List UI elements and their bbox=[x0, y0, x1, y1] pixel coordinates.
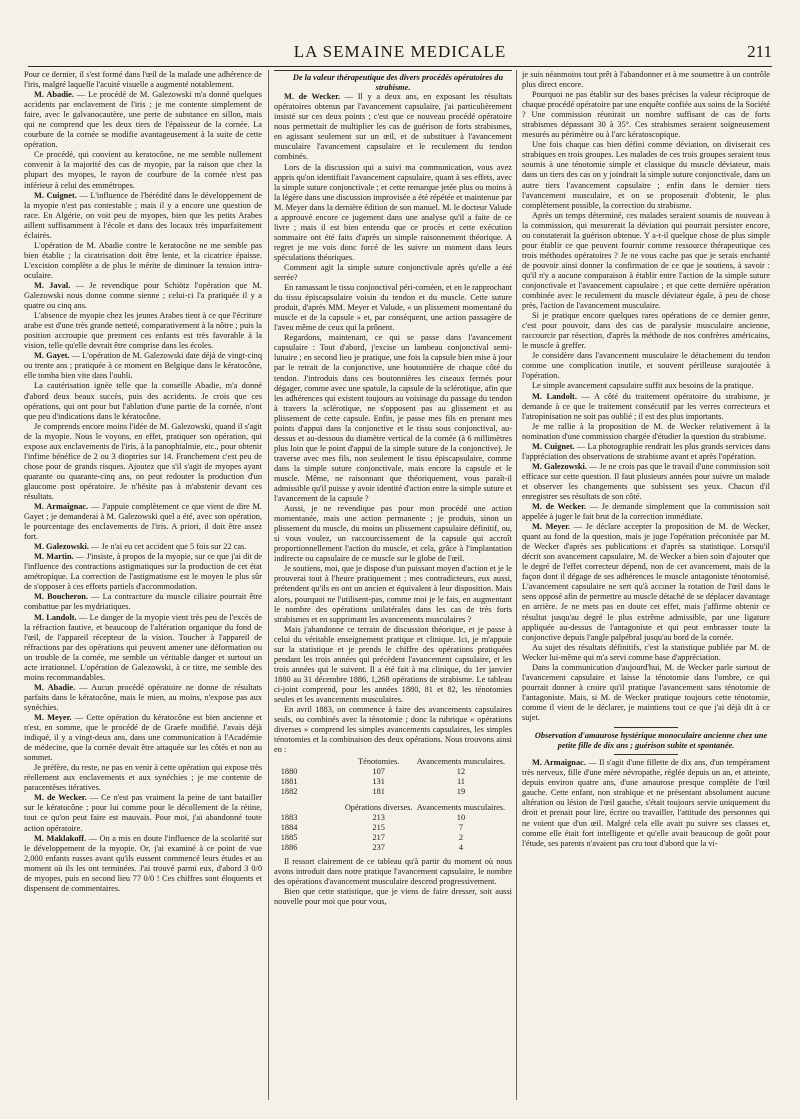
paragraph bbox=[24, 542, 262, 552]
speaker-name: M. Abadie. bbox=[34, 90, 74, 100]
paragraph-text: je suis néanmoins tout prêt à l'abandonner et à me soumettre à un contrôle plus direct encore. bbox=[522, 70, 770, 90]
paragraph bbox=[522, 351, 770, 381]
speaker-name: M. Boucheron. bbox=[34, 592, 88, 602]
year-cell: 1884 bbox=[280, 823, 298, 833]
paragraph-text: — Le danger de la myopie vient très peu de l'excès de la réfraction fautive, et beaucoup de l'altération organique du fond de l'œil, de l'appareil récepteur de la vision. Toucher à l'appareil de réfractions par des opérations qui peuvent amener une déformation ou un trouble de la cornée, me semble un véritable danger et surtout un acte irrationnel. L'opération de Galezowski, à ce titre, me semble des moins recommandables. bbox=[24, 612, 262, 682]
count-cell: 4 bbox=[458, 843, 464, 853]
page-number: 211 bbox=[747, 42, 772, 61]
paragraph-text: — La photographie rendrait les plus grands services dans l'appréciation des observations de strabisme avant et après l'opération. bbox=[522, 441, 770, 461]
paragraph bbox=[522, 522, 770, 643]
paragraph bbox=[274, 163, 512, 263]
table-row bbox=[279, 823, 507, 833]
paragraph bbox=[522, 311, 770, 351]
paragraph bbox=[24, 311, 262, 351]
paragraph bbox=[274, 564, 512, 624]
paragraph bbox=[24, 613, 262, 683]
paragraph bbox=[274, 857, 512, 887]
count-cell: 12 bbox=[456, 767, 466, 777]
count-cell: 107 bbox=[372, 767, 385, 777]
column-rule bbox=[268, 70, 269, 1100]
paragraph bbox=[24, 281, 262, 311]
paragraph-text: L'absence de myopie chez les jeunes Arabes tient à ce que l'écriture arabe est d'une très grande netteté, comparativement à la nôtre ; puis la position accroupie que prennent ces enfants est très favorable à la vision, telle qu'elle devrait être comprise dans les écoles. bbox=[24, 311, 262, 351]
speaker-name: M. Landolt. bbox=[532, 391, 577, 401]
count-cell: 19 bbox=[456, 787, 466, 797]
paragraph-text: Comment agit la simple suture conjonctivale après qu'elle a été serrée? bbox=[274, 262, 512, 283]
paragraph-text: Je comprends encore moins l'idée de M. Galezowski, quand il s'agit de la myopie. Nous le voyons, en effet, pratiquer son opération, qui expose aux enclavements de l'iris, à la panophtalmie, etc., pour obtenir l'infime bénéfice de 2 ou 3 dioptries sur 14. Franchement c'est peu de chose pour de grands risques. Ajoutez que s'il s'agit de myopes ayant quarante ou quarante-cinq ans, on peut redouter la production d'un glaucome post opératoire. Je n'hésite pas à m'abstenir devant ces résultats. bbox=[24, 421, 262, 501]
paragraph bbox=[24, 763, 262, 793]
paragraph bbox=[522, 643, 770, 663]
column-header: Ténotomies. bbox=[358, 757, 400, 767]
speaker-name: M. Galezowski. bbox=[532, 461, 587, 471]
count-cell: 181 bbox=[372, 787, 385, 797]
count-cell: 2 bbox=[458, 833, 464, 843]
paragraph bbox=[522, 422, 770, 442]
paragraph-text: Pour ce dernier, il s'est formé dans l'œil de la malade une adhérence de l'iris, malgré laquelle l'acuité visuelle a augmenté notablement. bbox=[24, 70, 262, 90]
paragraph-text: — J'appuie complètement ce que vient de dire M. Gayet ; je demanderai à M. Galezowski quel a été, avec son opération, le pourcentage des enclavements de l'iris. A priori, il doit être assez fort. bbox=[24, 502, 262, 542]
paragraph bbox=[522, 381, 770, 391]
year-cell: 1885 bbox=[280, 833, 298, 843]
paragraph bbox=[24, 713, 262, 763]
paragraph bbox=[274, 283, 512, 333]
paragraph-text: Je préfère, du reste, ne pas en venir à cette opération qui expose très réellement aux enclavements et aux synéchies ; je me contente de paracentèses itératives. bbox=[24, 763, 262, 793]
speaker-name: M. Abadie. bbox=[34, 682, 76, 692]
paragraph bbox=[24, 502, 262, 542]
paragraph bbox=[522, 90, 770, 140]
paragraph bbox=[274, 333, 512, 504]
speaker-name: M. Galezowski. bbox=[34, 542, 89, 552]
paragraph-text: Aussi, je ne revendique pas pour mon procédé une action momentanée, mais une action permanente ; je produis, sinon un plissement du muscle, du moins un plissement capsulaire définitif, ou, si vous voulez, un raccourcissement de la capsule qui accroît proportionnellement l'action du muscle, et cela, grâce à l'implantation indirecte ou capsulaire de ce muscle sur le globe de l'œil. bbox=[274, 504, 512, 564]
paragraph bbox=[24, 552, 262, 592]
paragraph-text: Pourquoi ne pas établir sur des bases précises la valeur réciproque de chaque procédé opératoire par une enquête confiée aux soins de la Société ? Une commission réunirait un nombre suffisant de cas de forts strabismes dépassant 30 à 35°. Ces strabismes seraient soigneusement mesurés au périmètre ou à l'arc kératoscopique. bbox=[522, 90, 770, 140]
table-row bbox=[279, 767, 507, 777]
paragraph bbox=[24, 90, 262, 150]
column-header: Avancements musculaires. bbox=[416, 757, 506, 767]
paragraph-text: En avril 1883, on commence à faire des avancements capsulaires seuls, ou combinés avec la ténotomie ; donc la rubrique « opérations diverses » comprend les simples avancements capsulaires, les simples ténotomies et la combinaison des deux opérations. Nous trouvons ainsi en : bbox=[274, 705, 512, 755]
paragraph bbox=[24, 834, 262, 894]
paragraph-text: Lors de la discussion qui a suivi ma communication, vous avez appris qu'on identifiait l'avancement capsulaire, quant à ses effets, avec la simple suture conjonctivale ; et cette remarque jetée plus ou moins à la légère dans une discussion improvisée a été répétée et maintenue par M. Meyer dans la dernière édition de son manuel. M. le docteur Valude a approuvé encore ce jugement dans une analyse qu'il a faite de ce livre ; mais il est bien entendu que ce procès et cette exécution sommaire ont été faits d'après un simple raisonnement théorique. A regret je me vois donc forcé de les suivre un moment dans leurs spéculations théoriques. bbox=[274, 162, 512, 262]
paragraph bbox=[274, 705, 512, 755]
speaker-name: M. Meyer. bbox=[34, 713, 72, 722]
paragraph bbox=[24, 592, 262, 612]
paragraph bbox=[522, 392, 770, 422]
paragraph-text: Dans la communication d'aujourd'hui, M. de Wecker parle surtout de l'avancement capsulaire et laisse la ténotomie dans l'ombre, ce qui pourrait donner à croire qu'il pratique l'avancement sans ténotomie de l'antagoniste. Mais, si M. de Wecker pratique toujours cette ténotomie, comme il vient de le déclarer, je maintiens tout ce que j'ai déjà dit à ce sujet. bbox=[522, 662, 770, 722]
paragraph-list bbox=[522, 758, 770, 848]
column-middle bbox=[274, 70, 512, 1110]
paragraph bbox=[24, 241, 262, 281]
paragraph bbox=[522, 758, 770, 848]
paragraph-text: — Il s'agit d'une fillette de dix ans, d'un tempérament très nerveux, fille d'une mère névropathe, réglée depuis un an, et atteinte, depuis environ quatre ans, d'une amaurose presque complète de l'œil gauche. Cette enfant, non strabique et ne présentant absolument aucune altération ou lésion de l'œil gauche, s'était toujours servie uniquement du droit et prenait pour lire, écrire ou travailler, l'attitude des personnes qui ne voient que d'un œil. Malgré cela elle avait pu suivre ses classes et, comme elle était fort intelligente et qu'elle avait beaucoup de goût pour l'étude, ses parents n'avaient pas cru tout d'abord que la vi- bbox=[522, 758, 770, 848]
paragraph-text: — A côté du traitement opératoire du strabisme, je demande à ce que le traitement consécutif par les verres correcteurs et l'atropinisation ne soit pas oublié ; il est des plus importants. bbox=[522, 391, 770, 421]
count-cell: 11 bbox=[456, 777, 465, 787]
paragraph bbox=[24, 793, 262, 833]
paragraph-text: Bien que cette statistique, que je viens de faire dresser, soit aussi nouvelle pour moi que pour vous, bbox=[274, 887, 512, 907]
paragraph-text: — J'insiste, à propos de la myopie, sur ce que j'ai dit de l'influence des contractions astigmatiques sur la production de cet état amétropique. La correction de l'astigmatisme est le moyen le plus sûr de s'opposer à ces efforts partiels d'accommodation. bbox=[24, 552, 262, 592]
year-cell: 1880 bbox=[280, 767, 298, 777]
table-row bbox=[279, 813, 507, 823]
table-row bbox=[279, 843, 507, 853]
section-heading: De la valeur thérapeutique des divers procédés opératoires du strabisme. bbox=[292, 73, 504, 92]
paragraph-text: — Ce n'est pas vraiment la peine de tant batailler sur le kératocône ; pour lui comme pour le décollement de la rétine, tout ce qu'on peut faire est mauvais. Pour moi, j'ai abandonné toute action opératoire. bbox=[24, 793, 262, 833]
table-row bbox=[279, 777, 507, 787]
count-cell: 10 bbox=[456, 813, 466, 823]
paragraph bbox=[522, 140, 770, 210]
speaker-name: M. de Wecker. bbox=[532, 502, 587, 512]
paragraph bbox=[274, 887, 512, 907]
paragraph-text: — Je n'ai eu cet accident que 5 fois sur 22 cas. bbox=[88, 542, 247, 552]
paragraph-text: Au sujet des résultats définitifs, c'est la statistique publiée par M. de Wecker lui-même qui m'a servi comme base d'appréciation. bbox=[522, 642, 770, 662]
paragraph-text: Mais j'abandonne ce terrain de discussion théorique, et je passe à celui du véritable enseignement pratique et clinique. Ici, je m'appuie sur la statistique et je prends le chiffre des opérations pratiquées pendant les trois années qui précèdent l'avancement capsulaire, et les trois années qui le suivent. Il a été fait à ma clinique, du 1er janvier 1880 au 31 décembre 1886, 1,268 opérations de strabisme. Le tableau ci-joint comprend, pour les années 1880, 81 et 82, les ténotomies seules et les avancements musculaires. bbox=[274, 624, 512, 704]
paragraph-text: — L'opération de M. Galezowski date déjà de vingt-cinq ou trente ans ; pratiquée à ce moment en Belgique dans le kératocône, elle tomba bien vite dans l'oubli. bbox=[24, 351, 262, 381]
speaker-name: M. Javal. bbox=[34, 280, 71, 290]
paragraph-text: — Cette opération du kératocône est bien ancienne et n'est, en somme, que le procédé de de Graefe modifié. J'avais déjà indiqué, il y a vingt-deux ans, dans une communication à l'Académie de médecine, que la cornée devait être attaquée sur les côtés et non au sommet. bbox=[24, 713, 262, 763]
paragraph bbox=[24, 150, 262, 190]
paragraph-text: — L'influence de l'hérédité dans le développement de la myopie n'est pas contestable ; mais il y a encore une question de race. En Algérie, on voit peu de myopes, bien que les petits Arabes aillent suffisamment à l'école et dans des locaux très imparfaitement éclairés. bbox=[24, 190, 262, 240]
speaker-name: M. Gayet. bbox=[34, 351, 70, 361]
count-cell: 215 bbox=[372, 823, 385, 833]
paragraph-text: Je soutiens, moi, que je dispose d'un puissant moyen d'action et je le prouverai tout à l'heure pratiquement ; mes contradicteurs, eux aussi, prétendent qu'ils en ont un ancien et équivalent à leur disposition. Mais alors, pourquoi ne l'utilisent-pas, comme moi je le fais, en augmentant le nombre des opérations unilatérales dans les cas de très forts strabismes et en supprimant les avancements musculaires ? bbox=[274, 564, 512, 624]
count-cell: 217 bbox=[372, 833, 385, 843]
speaker-name: M. Maklakoff. bbox=[34, 833, 87, 843]
count-cell: 213 bbox=[372, 813, 385, 823]
year-cell: 1882 bbox=[280, 787, 298, 797]
section-rule bbox=[614, 727, 678, 728]
speaker-name: M. Armaignac. bbox=[34, 502, 89, 512]
paragraph-text: Si je pratique encore quelques rares opérations de ce dernier genre, c'est pour pouvoir, dans des cas de paralysie musculaire ancienne, raccourcir par résection, d'après la méthode de nos confrères américains, le muscle à greffer. bbox=[522, 311, 770, 351]
paragraph bbox=[24, 683, 262, 713]
paragraph-text: — Le procédé de M. Galezowski m'a donné quelques accidents par enclavement de l'iris ; je me contente simplement de faire, avec le galvanocautère, une perte de substance en sillon, mais qui ne comprend que les deux tiers de l'épaisseur de la cornée. La courbure de la cornée se modifie avantageusement à la suite de cette opération. bbox=[24, 90, 262, 150]
paragraph-text: — Je demande simplement que la commission soit appelée à juger le fait brut de la correction immédiate. bbox=[522, 502, 770, 522]
column-left bbox=[24, 70, 262, 1110]
table-row bbox=[279, 787, 507, 797]
column-header: Avancements musculaires. bbox=[416, 803, 506, 813]
paragraph-text: Ce procédé, qui convient au keratocône, ne me semble nullement convenir à la majorité des cas de myopie, par la raison que chez la plupart des myopes, le rayon de courbure de la cornée n'est pas inférieur à celui des emmétropes. bbox=[24, 150, 262, 190]
paragraph bbox=[24, 351, 262, 381]
table-row bbox=[279, 833, 507, 843]
paragraph-text: Le simple avancement capsulaire suffit aux besoins de la pratique. bbox=[532, 381, 754, 391]
paragraph-text: Regardons, maintenant, ce qui se passe dans l'avancement capsulaire : Tout d'abord, j'excise un lambeau conjonctival semi-lunaire ; en second lieu je pratique, une fois la capsule bien mise à jour par le retrait de la conjonctive, une boutonnière de chaque côté du tendon. J'introduis dans ces boutonnières les ciseaux fermés pour dégager, comme avec une spatule, la capsule de la sclérotique, afin que les adhérences qui existent toujours au voisinage du passage du tendon à travers la sclérotique, ne s'opposent pas au glissement et au plissement de cette capsule. Enfin, je passe mes fils en prenant mes points d'appui dans la conjonctive et le tissu sous conjonctival, au-dessus et au-dessous du diamètre vertical de la cornée (à 6 millimètres plus loin que le point d'appui de la simple suture de la conjonctive). Je traverse avec mes fils, non seulement le tissu épiscapsulaire, comme dans la simple suture conjonctivale, mais encore la capsule et le muscle. Même, ne raisonnant que théoriquement, vous paraît-il admissible qu'il puisse y avoir identité d'action entre la simple suture et l'avancement de la capsule ? bbox=[274, 333, 512, 504]
paragraph-text: — La contracture du muscle ciliaire pourrait être combattue par les mydriatiques. bbox=[24, 592, 262, 612]
paragraph-text: Il ressort clairement de ce tableau qu'à partir du moment où nous avons introduit dans notre pratique l'avancement capsulaire, le nombre des opérations d'avancement musculaire descend progressivement. bbox=[274, 857, 512, 887]
speaker-name: M. Cuignet. bbox=[532, 441, 575, 451]
paragraph-text: — Je ne crois pas que le travail d'une commission soit efficace sur cette question. Il faut plusieurs années pour suivre un malade et observer les changements que subissent ses yeux. Chacun d'il enregistrer ses résultats de son côté. bbox=[522, 461, 770, 501]
paragraph-list bbox=[274, 857, 512, 907]
paragraph-text: — Il y a deux ans, en exposant les résultats opératoires obtenus par l'avancement capsulaire, j'ai particulièrement insisté sur ces deux points ; c'est que ce nouveau procédé opératoire nous permettait de multiplier les cas de guérison de forts strabismes, en agissant seulement sur un œil, et de substituer à l'avancement musculaire l'avancement capsulaire et le reculement du tendon combinés. bbox=[274, 92, 512, 162]
paragraph-text: La cautérisation ignée telle que la conseille Abadie, m'a donné d'abord deux beaux succès, puis des accidents. Je crois que ces opérations, qui ont pour but l'ablation d'une partie de la cornée, n'ont que peu d'indications dans le kératocône. bbox=[24, 381, 262, 421]
paragraph bbox=[24, 70, 262, 90]
paragraph bbox=[24, 191, 262, 241]
year-cell: 1883 bbox=[280, 813, 298, 823]
paragraph-text: En ramassant le tissu conjonctival péri-cornéen, et en le rapprochant du tissu épiscapsulaire voisin du tendon et du muscle. Cette suture produit, d'après MM. Meyer et Valude, « un plissement momentané du muscle et de la capsule » et, par conséquent, une action passagère de l'aveu même de ceux qui la prônent. bbox=[274, 283, 512, 333]
paragraph-text: Je me rallie à la proposition de M. de Wecker relativement à la nomination d'une commission chargée d'étudier la question du strabisme. bbox=[522, 421, 770, 441]
paragraph bbox=[274, 92, 512, 162]
section-rule bbox=[614, 754, 678, 755]
section-heading: Observation d'amaurose hystérique monoculaire ancienne chez une petite fille de dix ans ; guérison subite et spontanée. bbox=[534, 731, 768, 750]
speaker-name: M. Martin. bbox=[34, 552, 74, 562]
paragraph bbox=[24, 381, 262, 421]
paragraph-text: Après un temps déterminé, ces malades seraient soumis de nouveau à la commission, qui mesurerait la déviation qui pourrait persister encore, ou constaterait la guérison obtenue. Y a-t-il quelque chose de plus simple pour établir ce que peuvent fournir comme ressource thérapeutique ces trois méthodes opératoires ? Je ne vous cache pas que je serais enchanté de pouvoir ainsi donner la confirmation de ce que je soutiens, à savoir : qu'il n'y a aucune comparaison à établir entre l'action de la simple suture conjonctivale et l'avancement capsulaire ; et que cette dernière opération combinée avec le reculement du muscle déviateur égale, à peu de chose près, l'action de l'avancement musculaire. bbox=[522, 210, 770, 311]
paragraph bbox=[274, 625, 512, 705]
paragraph-text: Je considère dans l'avancement musculaire le détachement du tendon comme une complication inutile, et souvent périlleuse surajoutée à l'opération. bbox=[522, 351, 770, 381]
speaker-name: M. de Wecker. bbox=[284, 92, 341, 102]
paragraph bbox=[24, 422, 262, 502]
paragraph-text: L'opération de M. Abadie contre le keratocône ne me semble pas bien établie ; la cicatrisation doit être lente, et la cicatrice épaisse. L'excision complète a de plus le mérite de diminuer la tension intra-oculaire. bbox=[24, 240, 262, 280]
column-header: Opérations diverses. bbox=[344, 803, 413, 813]
speaker-name: M. Meyer. bbox=[532, 522, 571, 532]
paragraph bbox=[522, 502, 770, 522]
paragraph bbox=[274, 263, 512, 283]
speaker-name: M. de Wecker. bbox=[34, 793, 87, 803]
paragraph bbox=[522, 211, 770, 311]
column-rule bbox=[516, 70, 517, 1100]
count-cell: 237 bbox=[372, 843, 385, 853]
paragraph-text: — Je déclare accepter la proposition de M. de Wecker, quant au fond de la question, mais je juge l'opération préconisée par M. de Wecker d'après ses publications et d'après sa statistique. Lorsqu'il décrit son avancement capsulaire, M. de Wecker a bien soin d'ajouter que le degré de l'effet correcteur dépend, non de cet avancement, mais de la façon dont il dégage de ses adhérences le muscle antagoniste ténotomisé. L'avancement capsulaire ne sert qu'à accuser la rotation de l'œil dans le sens opposé afin de permettre au muscle détaché de se déplacer davantage en arrière. Je ne mets pas en doute cet effet, mais j'affirme obtenir ce résultat jusqu'au degré le plus extrême admissible, par une ligature appliquée au-dessus de l'antagoniste et qui peut embrasser toute la conjonctive depuis l'angle palpébral jusqu'au bord de la cornée. bbox=[522, 522, 770, 642]
paragraph bbox=[522, 663, 770, 723]
speaker-name: M. Landolt. bbox=[34, 612, 77, 622]
count-cell: 131 bbox=[372, 777, 385, 787]
statistics-table bbox=[279, 757, 507, 853]
year-cell: 1881 bbox=[280, 777, 298, 787]
count-cell: 7 bbox=[458, 823, 464, 833]
paragraph bbox=[274, 504, 512, 564]
paragraph-list bbox=[522, 70, 770, 723]
paragraph-text: — Aucun procédé opératoire ne donne de résultats parfaits dans le kératocône, mais le mien, au moins, n'expose pas aux synéchies. bbox=[24, 682, 262, 712]
speaker-name: M. Armaignac. bbox=[532, 758, 586, 768]
paragraph-text: — Je revendique pour Schiötz l'opération que M. Galezowski nous donne comme sienne ; celui-ci l'a pratiquée il y a quatre ou cinq ans. bbox=[24, 280, 262, 311]
paragraph-text: — On a mis en doute l'influence de la scolarité sur le développement de la myopie. Or, j'ai examiné à ce point de vue 2,000 enfants russes avant qu'ils eussent commencé leurs études et au moment où ils les ont terminées. J'ai trouvé parmi eux, d'abord 3 0/0 de myopes, puis en second lieu 77 0/0 ! Ces chiffres sont éloquents et dispensent de commentaires. bbox=[24, 833, 262, 893]
page-header bbox=[28, 40, 772, 67]
year-cell: 1886 bbox=[280, 843, 298, 853]
paragraph bbox=[522, 70, 770, 90]
paragraph-text: Une fois chaque cas bien défini comme déviation, on diviserait ces strabiques en trois groupes. Les malades de ces trois groupes seraient tous soumis à une ténotomie simple et classique du muscle déviateur, mais dans un tiers des cas on y joindrait la simple suture conjonctivale, dans un autre tiers l'avancement capsulaire ; enfin dans le dernier tiers l'avancement musculaire, et on se proposerait d'obtenir, le plus complètement possible, la correction du strabisme. bbox=[522, 140, 770, 210]
paragraph-list bbox=[274, 92, 512, 755]
column-right bbox=[522, 70, 770, 1110]
journal-title: LA SEMAINE MEDICALE bbox=[293, 42, 507, 61]
paragraph bbox=[522, 442, 770, 462]
speaker-name: M. Cuignet. bbox=[34, 190, 77, 200]
paragraph bbox=[522, 462, 770, 502]
paragraph-list bbox=[24, 70, 262, 894]
section-rule bbox=[274, 70, 512, 71]
